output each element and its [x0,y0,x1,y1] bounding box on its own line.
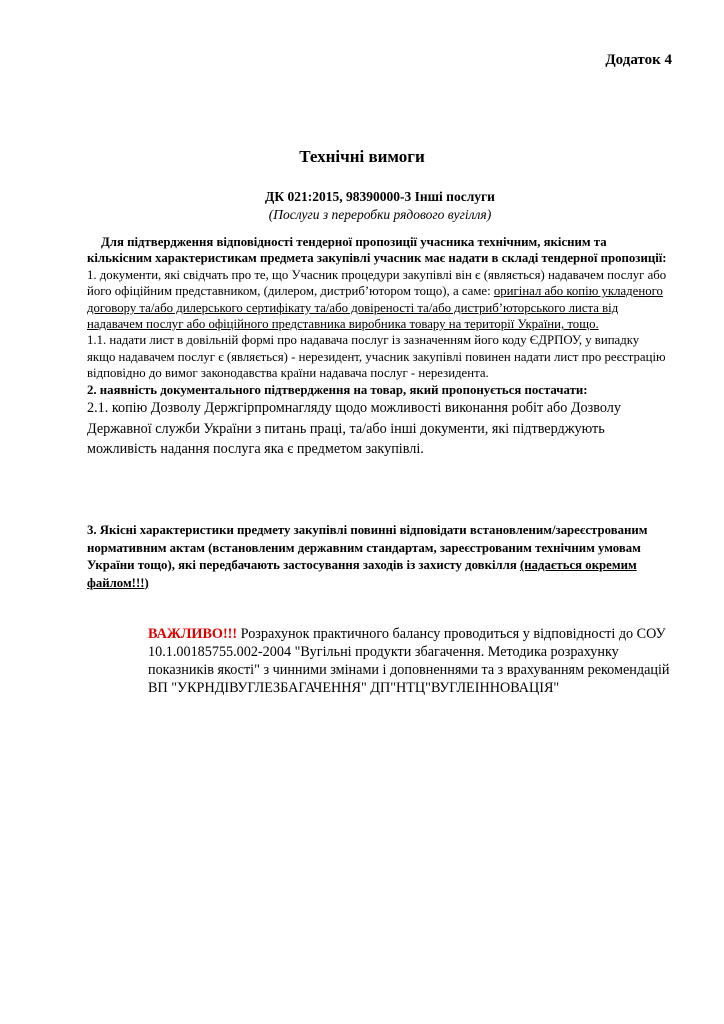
requirement-item-3-text: 3. Якісні характеристики предмету закупівлі повинні відповідати встановленим/зареєстрованим нормативним актам (встановленим державним стандартам, зареєстрованим технічним умовам України тощо), які передбачають застосування заходів із захисту довкілля [87,523,648,572]
requirement-item-3 [87,522,667,592]
service-description: (Послуги з переробки рядового вугілля) [268,207,492,222]
requirement-item-2: 2. наявність документального підтвердження на товар, який пропонується постачати: [87,382,588,397]
intro-paragraph: Для підтвердження відповідності тендерної пропозиції учасника технічним, якісним та кількісним характеристикам предмета закупівлі учасник має надати в складі тендерної пропозиції: [87,235,667,266]
requirement-item-1 [87,267,667,333]
appendix-label: Додаток 4 [605,52,672,68]
important-note [130,625,670,697]
important-text: Розрахунок практичного балансу проводиться у відповідності до СОУ 10.1.00185755.002-2004 "Вугільні продукти збагачення. Методика розрахунку показників якості" з чинними змінами і доповненнями та з врахуванням рекомендацій ВП "УКРНДІВУГЛЕЗБАГАЧЕННЯ" ДП"НТЦ"ВУГЛЕІННОВАЦІЯ" [148,626,670,696]
requirement-item-2-1: 2.1. копію Дозволу Держгірпромнагляду щодо можливості виконання робіт або Дозволу Державної служби України з питань праці, та/або інші документи, які підтверджують можливість надання послуга яка є предметом закупівлі. [87,400,621,458]
requirements-body [87,234,667,460]
important-note-paragraph [130,625,670,697]
classification-code: ДК 021:2015, 98390000-3 Інші послуги [265,189,495,204]
requirement-item-1-1: 1.1. надати лист в довільній формі про надавача послуг із зазначенням його коду ЄДРПОУ, у випадку якщо надавачем послуг є (являється) - нерезидент, учасник закупівлі повинен надати лист про реєстрацію відповідно до вимог законодавства країни надавача послуг - нерезидента. [87,333,666,381]
page-title: Технічні вимоги [299,147,425,166]
requirement-item-1-text: 1. документи, які свідчать про те, що Учасник процедури закупівлі він є (являється) надавачем послуг або його офіційним представником, (дилером, дистриб’ютором тощо), а саме: [87,267,667,299]
requirement-item-1-documents: оригінал або копію укладеного договору та/або дилерського сертифікату та/або довіреності та/або дистриб’юторського листа від надавачем послуг або офіційного представника виробника товару на території України, тощо. [87,284,663,332]
separate-file-note: (надається окремим файлом!!!) [87,558,637,590]
important-label: ВАЖЛИВО!!! [148,626,238,642]
